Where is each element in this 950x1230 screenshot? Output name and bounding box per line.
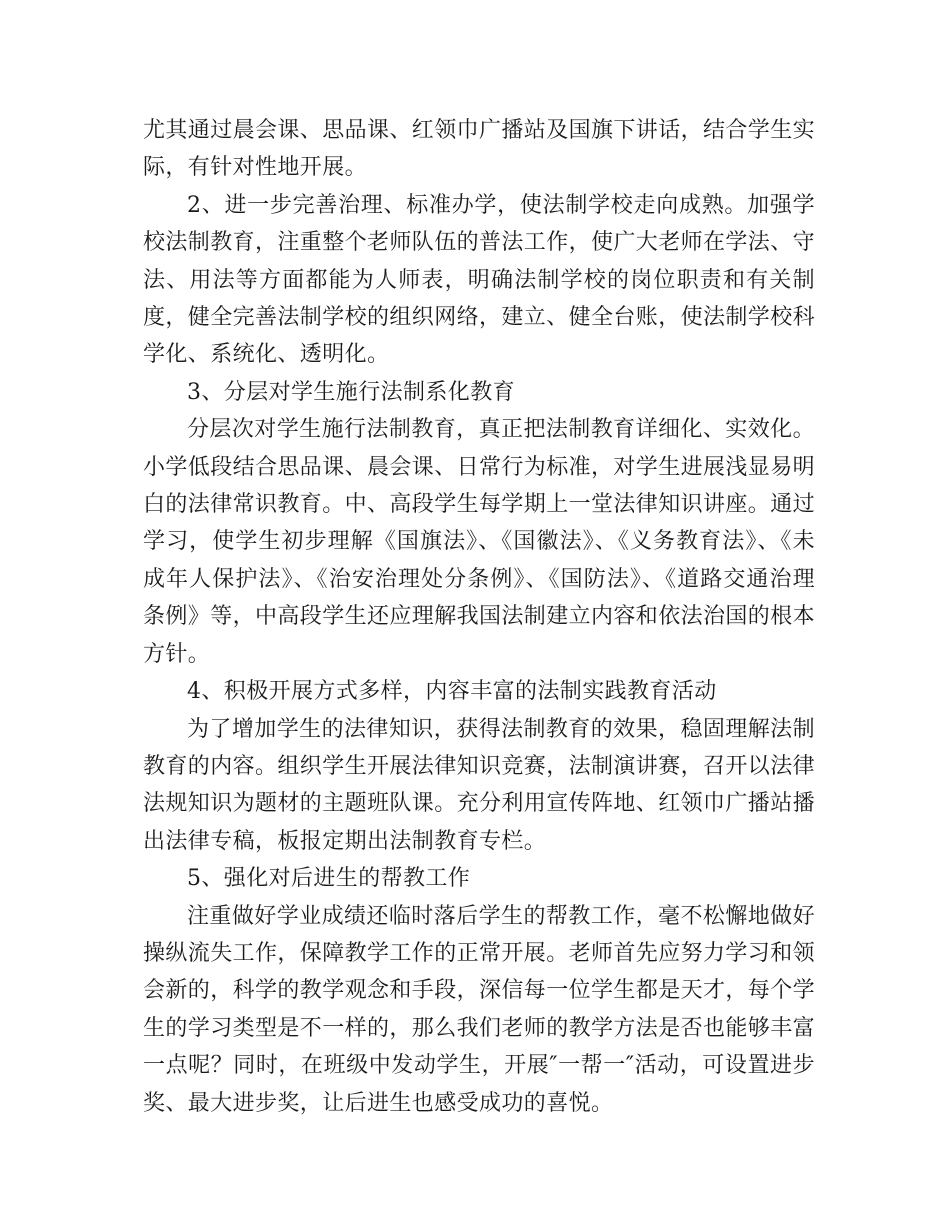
paragraph-continuation: 尤其通过晨会课、思品课、红领巾广播站及国旗下讲话，结合学生实际，有针对性地开展。 — [143, 118, 816, 181]
paragraph-item-2: 2、进一步完善治理、标准办学，使法制学校走向成熟。加强学校法制教育，注重整个老师队伍的普法工作，使广大老师在学法、守法、用法等方面都能为人师表，明确法制学校的岗位职责和有关制度，健全完善法制学校的组织网络，建立、健全台账，使法制学校科学化、系统化、透明化。 — [143, 192, 816, 368]
section-heading-3: 3、分层对学生施行法制系化教育 — [187, 379, 515, 405]
document-body — [143, 112, 815, 1122]
paragraph-section-4: 为了增加学生的法律知识，获得法制教育的效果，稳固理解法制教育的内容。组织学生开展法律知识竞赛，法制演讲赛，召开以法律法规知识为题材的主题班队课。充分利用宣传阵地、红领巾广播站播出法律专稿，板报定期出法制教育专栏。 — [143, 716, 816, 854]
paragraph-section-5: 注重做好学业成绩还临时落后学生的帮教工作，毫不松懈地做好操纵流失工作，保障教学工作的正常开展。老师首先应努力学习和领会新的，科学的教学观念和手段，深信每一位学生都是天才，每个学生的学习类型是不一样的，那么我们老师的教学方法是否也能够丰富一点呢？同时，在班级中发动学生，开展″一帮一″活动，可设置进步奖、最大进步奖，让后进生也感受成功的喜悦。 — [143, 903, 816, 1116]
paragraph-section-3: 分层次对学生施行法制教育，真正把法制教育详细化、实效化。小学低段结合思品课、晨会课、日常行为标准，对学生进展浅显易明白的法律常识教育。中、高段学生每学期上一堂法律知识讲座。通过学习，使学生初步理解《国旗法》、《国徽法》、《义务教育法》、《未成年人保护法》、《治安治理处分条例》、《国防法》、《道路交通治理条例》等，中高段学生还应理解我国法制建立内容和依法治国的根本方针。 — [143, 417, 816, 667]
section-heading-5: 5、强化对后进生的帮教工作 — [187, 866, 471, 892]
section-heading-4: 4、积极开展方式多样，内容丰富的法制实践教育活动 — [187, 679, 717, 705]
